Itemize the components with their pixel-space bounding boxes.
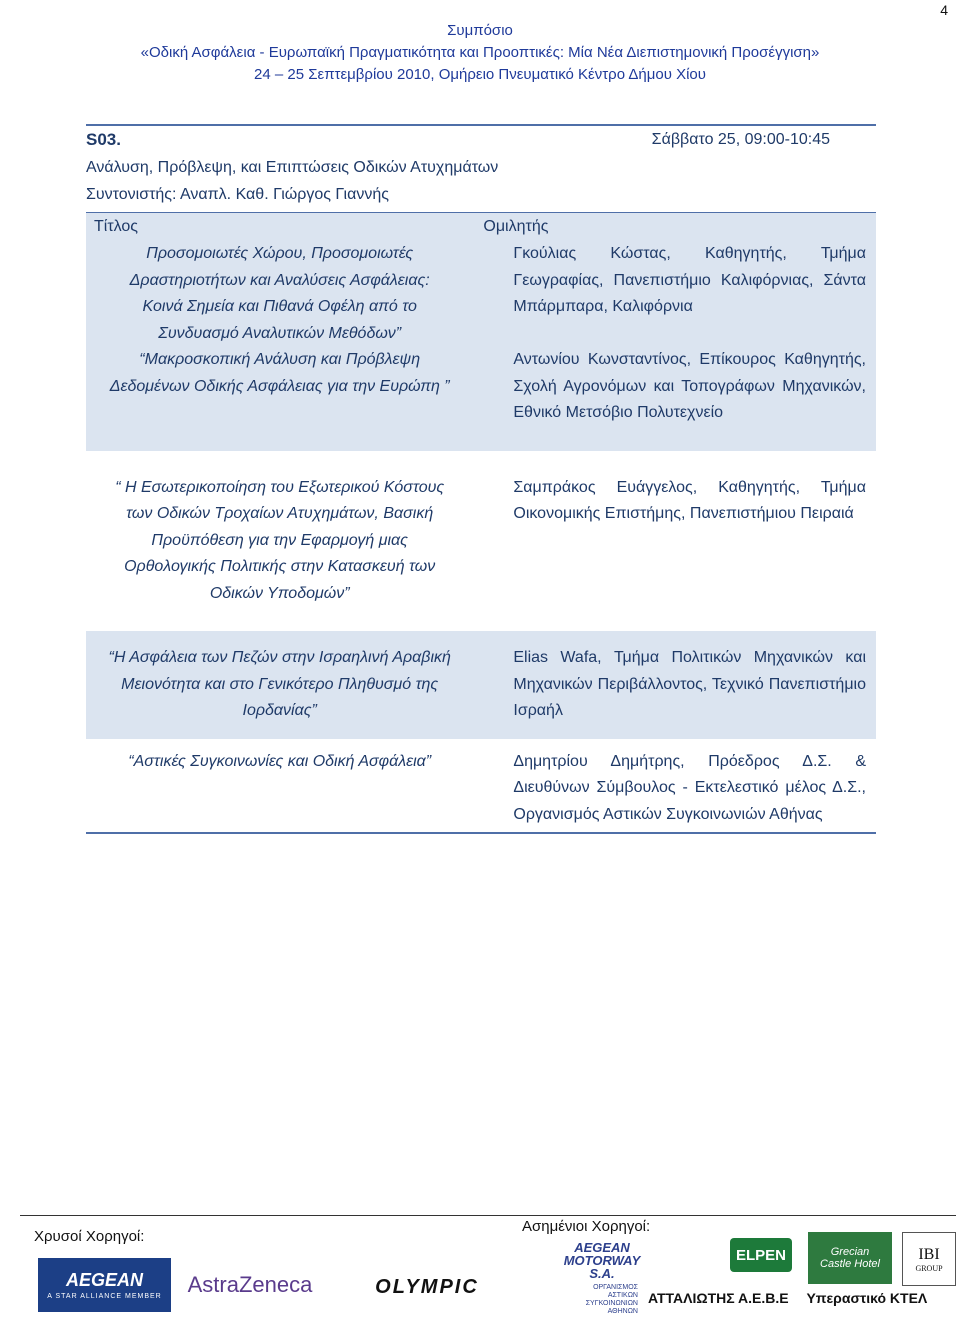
header-line-1: Συμπόσιο [447,22,513,39]
talk-speaker: Elias Wafa, Τμήμα Πολιτικών Μηχανικών και Μηχανικών Περιβάλλοντος, Τεχνικό Πανεπιστήμιο Ισραήλ [473,631,876,739]
talk-speaker: Σαμπράκος Ευάγγελος, Καθηγητής, Τμήμα Οικονομικής Επιστήμης, Πανεπιστήμιου Πειραιά [513,478,866,522]
header-line-3: 24 – 25 Σεπτεμβρίου 2010, Ομήρειο Πνευματικό Κέντρο Δήμου Χίου [254,66,706,83]
session-title: Ανάλυση, Πρόβλεψη, και Επιπτώσεις Οδικών Ατυχημάτων [86,159,499,176]
ktel-sponsor: Υπεραστικό ΚΤΕΛ [806,1290,928,1306]
header-line-2: «Οδική Ασφάλεια - Ευρωπαϊκή Πραγματικότητα και Προοπτικές: Μία Νέα Διεπιστημονική Προσέγγιση» [140,44,820,61]
session-code: S03. [86,130,121,149]
column-header-title: Τίτλος [86,213,473,242]
talk-title: “Η Ασφάλεια των Πεζών στην Ισραηλινή Αραβική Μειονότητα και στο Γενικότερο Πληθυσμό της Ιορδανίας” [86,631,473,739]
page-number: 4 [940,2,948,18]
talk-title: Προσομοιωτές Χώρου, Προσομοιωτές Δραστηριοτήτων και Αναλύσεις Ασφάλειας: Κοινά Σημεία και Πιθανά Οφέλη από το Συνδυασμό Αναλυτικών Μεθόδων” [86,241,473,347]
table-row [86,475,876,608]
olympic-logo: OLYMPIC [375,1275,479,1298]
table-row [86,347,876,427]
oasa-logo: ΟΡΓΑΝΙΣΜΟΣ ΑΣΤΙΚΩΝ ΣΥΓΚΟΙΝΩΝΙΩΝ ΑΘΗΝΩΝ [585,1284,638,1315]
session-info [86,124,876,208]
sponsor-divider [20,1215,956,1216]
row-spacer [86,607,876,631]
talk-speaker: Γκούλιας Κώστας, Καθηγητής, Τμήμα Γεωγραφίας, Πανεπιστήμιο Καλιφόρνιας, Σάντα Μπάρμπαρα, Καλιφόρνια [473,241,876,347]
talk-title: “Μακροσκοπική Ανάλυση και Πρόβλεψη Δεδομένων Οδικής Ασφάλειας για την Ευρώπη ” [86,347,473,427]
astrazeneca-logo: AstraZeneca [187,1272,313,1297]
gold-sponsors-label: Χρυσοί Χορηγοί: [34,1228,145,1245]
table-row [86,631,876,739]
program-table [86,212,876,834]
bus-sponsors-text [648,1290,927,1306]
silver-sponsors-label: Ασημένιοι Χορηγοί: [522,1218,651,1235]
document-header [0,20,960,86]
aegean-motorway-logo: AEGEAN MOTORWAY S.A. [563,1239,641,1281]
attaliotis-sponsor: ΑΤΤΑΛΙΩΤΗΣ Α.Ε.Β.Ε [648,1290,789,1306]
talk-title: “ Η Εσωτερικοποίηση του Εξωτερικού Κόστους των Οδικών Τροχαίων Ατυχημάτων, Βασική Προϋπόθεση για την Εφαρμογή μιας Ορθολογικής Πολιτικής στην Κατασκευή των Οδικών Υποδομών” [115,478,445,602]
aegean-logo: AEGEAN A STAR ALLIANCE MEMBER [38,1258,171,1312]
table-row [86,739,876,834]
table-header-row [86,213,876,242]
table-row [86,241,876,347]
talk-speaker: Αντωνίου Κωνσταντίνος, Επίκουρος Καθηγητής, Σχολή Αγρονόμων και Τοπογράφων Μηχανικών, Εθνικό Μετσόβιο Πολυτεχνείο [473,347,876,427]
column-header-speaker: Ομιλητής [473,213,876,242]
row-spacer [86,427,876,451]
talk-speaker: Δημητρίου Δημήτρης, Πρόεδρος Δ.Σ. & Διευθύνων Σύμβουλος - Εκτελεστικό μέλος Δ.Σ., Οργανισμός Αστικών Συγκοινωνιών Αθήνας [473,739,876,834]
talk-title: “Αστικές Συγκοινωνίες και Οδική Ασφάλεια” [86,739,473,834]
elpen-logo: ELPEN [730,1238,792,1272]
session-datetime: Σάββατο 25, 09:00-10:45 [651,131,830,148]
grecian-castle-hotel-logo: Grecian Castle Hotel [808,1232,892,1284]
ibi-group-logo: IBI GROUP [902,1232,956,1286]
row-spacer [86,451,876,475]
session-coordinator: Συντονιστής: Αναπλ. Καθ. Γιώργος Γιαννής [86,186,389,203]
